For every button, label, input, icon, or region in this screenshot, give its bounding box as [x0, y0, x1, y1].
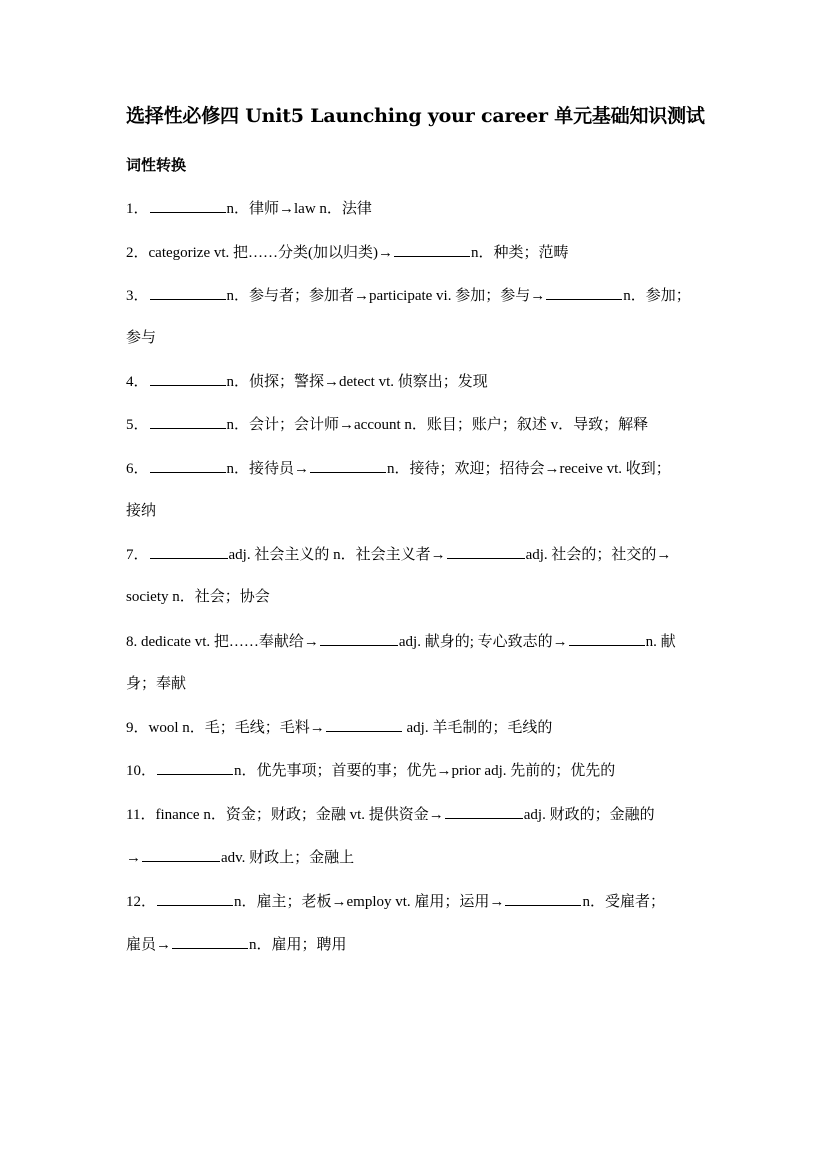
exercise-line-12: 12． n．雇主；老板→employ vt. 雇用；运用→ n．受雇者；: [126, 891, 706, 912]
exercise-line-7: 7． adj. 社会主义的 n．社会主义者→ adj. 社会的；社交的→: [126, 544, 706, 565]
answer-blank[interactable]: [172, 934, 248, 949]
exercise-line-10: 10． n．优先事项；首要的事；优先→prior adj. 先前的；优先的: [126, 760, 706, 781]
answer-blank[interactable]: [505, 891, 581, 906]
page-title: 选择性必修四 Unit5 Launching your career 单元基础知识测试: [126, 105, 705, 127]
section-heading: 词性转换: [126, 156, 187, 174]
answer-blank[interactable]: [445, 804, 523, 819]
answer-blank[interactable]: [150, 544, 228, 559]
exercise-line-6: 6． n．接待员→ n．接待；欢迎；招待会→receive vt. 收到；: [126, 458, 706, 479]
answer-blank[interactable]: [150, 458, 226, 473]
exercise-line-2: 2．categorize vt. 把……分类(加以归类)→ n．种类；范畴: [126, 242, 706, 263]
answer-blank[interactable]: [320, 631, 398, 646]
answer-blank[interactable]: [546, 285, 622, 300]
answer-blank[interactable]: [157, 760, 233, 775]
exercise-line-7-cont: society n．社会；协会: [126, 589, 270, 605]
answer-blank[interactable]: [157, 891, 233, 906]
answer-blank[interactable]: [569, 631, 645, 646]
exercise-line-1: 1． n．律师→law n．法律: [126, 198, 706, 219]
exercise-line-4: 4． n．侦探；警探→detect vt. 侦察出；发现: [126, 371, 706, 392]
answer-blank[interactable]: [150, 414, 226, 429]
exercise-line-9: 9．wool n．毛；毛线；毛料→ adj. 羊毛制的；毛线的: [126, 717, 706, 738]
exercise-line-3: 3． n．参与者；参加者→participate vi. 参加；参与→ n．参加；: [126, 285, 706, 306]
exercise-line-5: 5． n．会计；会计师→account n．账目；账户；叙述 v．导致；解释: [126, 414, 706, 435]
exercise-line-3-cont: 参与: [126, 330, 157, 346]
answer-blank[interactable]: [310, 458, 386, 473]
answer-blank[interactable]: [447, 544, 525, 559]
exercise-line-8: 8. dedicate vt. 把……奉献给→ adj. 献身的; 专心致志的→ n. 献: [126, 631, 706, 652]
answer-blank[interactable]: [150, 285, 226, 300]
answer-blank[interactable]: [394, 242, 470, 257]
exercise-line-6-cont: 接纳: [126, 503, 157, 519]
answer-blank[interactable]: [326, 717, 402, 732]
exercise-line-11-cont: → adv. 财政上；金融上: [126, 847, 706, 868]
answer-blank[interactable]: [150, 371, 226, 386]
exercise-line-11: 11．finance n．资金；财政；金融 vt. 提供资金→ adj. 财政的；金融的: [126, 804, 706, 825]
answer-blank[interactable]: [142, 847, 220, 862]
exercise-line-12-cont: 雇员→ n．雇用；聘用: [126, 934, 706, 955]
exercise-line-8-cont: 身；奉献: [126, 676, 187, 692]
answer-blank[interactable]: [150, 198, 226, 213]
